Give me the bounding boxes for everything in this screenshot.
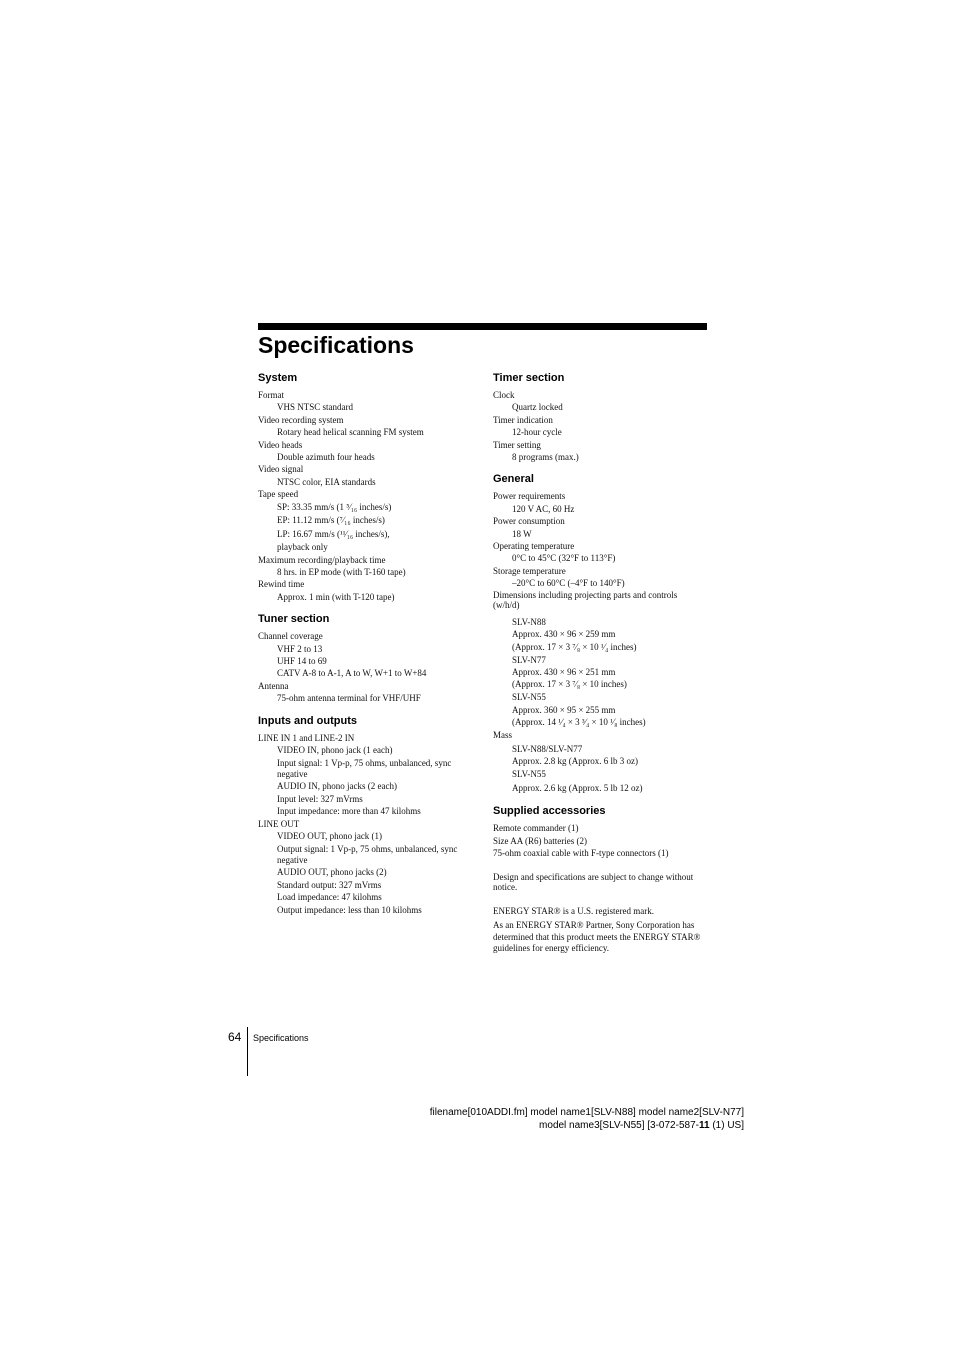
energy-star-note: ENERGY STAR® is a U.S. registered mark. bbox=[493, 905, 655, 916]
spec-label: Timer indication bbox=[493, 414, 553, 425]
spec-value: Quartz locked bbox=[512, 402, 563, 413]
spec-label: Maximum recording/playback time bbox=[258, 554, 386, 565]
spec-value: (Approx. 17 × 3 ⁷⁄₈ × 10 inches) bbox=[512, 679, 627, 690]
right-column bbox=[493, 371, 709, 955]
spec-label: Timer setting bbox=[493, 439, 541, 450]
spec-value: (Approx. 14 ¹⁄₄ × 3 ³⁄₄ × 10 ¹⁄₈ inches) bbox=[512, 717, 646, 728]
spec-value: SLV-N88/SLV-N77 bbox=[512, 743, 583, 754]
spec-label: LINE IN 1 and LINE-2 IN bbox=[258, 732, 355, 743]
spec-label: Video heads bbox=[258, 439, 303, 450]
system-heading: System bbox=[258, 372, 298, 384]
footer-section-label: Specifications bbox=[253, 1033, 309, 1043]
filename-line-2 bbox=[430, 1119, 744, 1132]
spec-value: VIDEO IN, phono jack (1 each) bbox=[277, 745, 393, 756]
spec-label: LINE OUT bbox=[258, 818, 300, 829]
spec-value: Load impedance: 47 kilohms bbox=[277, 892, 382, 903]
spec-label: Clock bbox=[493, 390, 515, 400]
spec-value: SLV-N55 bbox=[512, 769, 546, 780]
accessory-item: Size AA (R6) batteries (2) bbox=[493, 835, 587, 846]
page-title: Specifications bbox=[258, 332, 414, 358]
spec-label: Power consumption bbox=[493, 516, 565, 527]
spec-value: Approx. 430 × 96 × 259 mm bbox=[512, 629, 616, 640]
spec-value: SLV-N77 bbox=[512, 654, 546, 665]
spec-value: VHF 2 to 13 bbox=[277, 643, 323, 654]
spec-value: Input signal: 1 Vp-p, 75 ohms, unbalanced, sync negative bbox=[277, 758, 452, 779]
spec-value: Standard output: 327 mVrms bbox=[277, 879, 382, 890]
filename-line-2-start: model name3[SLV-N55] [3-072-587- bbox=[539, 1120, 699, 1131]
spec-value: Output impedance: less than 10 kilohms bbox=[277, 904, 422, 915]
spec-value: VIDEO OUT, phono jack (1) bbox=[277, 831, 383, 842]
general-heading: General bbox=[493, 473, 534, 486]
spec-value: 18 W bbox=[512, 528, 532, 539]
spec-label: Tape speed bbox=[258, 489, 299, 500]
spec-value: Approx. 2.8 kg (Approx. 6 lb 3 oz) bbox=[512, 755, 638, 766]
spec-value: –20°C to 60°C (–4°F to 140°F) bbox=[512, 578, 625, 589]
spec-value: VHS NTSC standard bbox=[277, 402, 353, 413]
accessories-heading: Supplied accessories bbox=[493, 805, 606, 818]
spec-value: NTSC color, EIA standards bbox=[277, 476, 376, 487]
energy-star-partner-note: As an ENERGY STAR® Partner, Sony Corporation has determined that this product meets the ENERGY STAR® guidelines for energy efficiency. bbox=[493, 920, 701, 954]
accessory-item: Remote commander (1) bbox=[493, 823, 579, 834]
spec-value: (Approx. 17 × 3 ⁷⁄₈ × 10 ¹⁄₄ inches) bbox=[512, 641, 637, 652]
spec-label: Video signal bbox=[258, 464, 304, 475]
spec-value: SLV-N88 bbox=[512, 616, 546, 627]
spec-label: Video recording system bbox=[258, 414, 344, 425]
tuner-heading: Tuner section bbox=[258, 613, 330, 626]
spec-value: Approx. 430 × 96 × 251 mm bbox=[512, 666, 616, 677]
spec-label: Storage temperature bbox=[493, 565, 566, 576]
timer-heading: Timer section bbox=[493, 372, 565, 384]
design-note: Design and specifications are subject to change without notice. bbox=[493, 871, 694, 893]
spec-label: Rewind time bbox=[258, 579, 305, 590]
spec-value: 12-hour cycle bbox=[512, 427, 562, 438]
page-number: 64 bbox=[228, 1030, 242, 1044]
spec-value: SLV-N55 bbox=[512, 692, 546, 703]
spec-value: AUDIO OUT, phono jacks (2) bbox=[277, 867, 387, 878]
spec-value: EP: 11.12 mm/s (⁷⁄₁₆ inches/s) bbox=[277, 515, 385, 526]
spec-value: Input impedance: more than 47 kilohms bbox=[277, 806, 421, 817]
spec-value: 8 programs (max.) bbox=[512, 452, 579, 463]
spec-value: Rotary head helical scanning FM system bbox=[277, 427, 424, 438]
spec-value: Approx. 1 min (with T-120 tape) bbox=[277, 591, 395, 602]
io-heading: Inputs and outputs bbox=[258, 714, 357, 727]
spec-value: LP: 16.67 mm/s (¹¹⁄₁₆ inches/s), bbox=[277, 528, 390, 539]
spec-value: 120 V AC, 60 Hz bbox=[512, 503, 575, 514]
filename-line-1: filename[010ADDI.fm] model name1[SLV-N88] model name2[SLV-N77] bbox=[429, 1107, 744, 1118]
spec-value: Output signal: 1 Vp-p, 75 ohms, unbalanced, sync negative bbox=[277, 844, 458, 865]
spec-value: Input level: 327 mVrms bbox=[277, 793, 363, 804]
spec-value: Approx. 2.6 kg (Approx. 5 lb 12 oz) bbox=[512, 782, 643, 793]
spec-value: CATV A-8 to A-1, A to W, W+1 to W+84 bbox=[277, 668, 427, 679]
title-rule bbox=[258, 323, 707, 330]
left-column bbox=[258, 371, 468, 916]
filename-info bbox=[430, 1106, 744, 1132]
spec-value: playback only bbox=[277, 542, 328, 553]
filename-line-2-end: (1) US] bbox=[709, 1120, 744, 1131]
filename-line-2-bold: 11 bbox=[698, 1120, 710, 1131]
spec-value: 75-ohm antenna terminal for VHF/UHF bbox=[277, 693, 421, 704]
spec-value: Double azimuth four heads bbox=[277, 452, 375, 463]
spec-value: 0°C to 45°C (32°F to 113°F) bbox=[512, 553, 616, 564]
spec-label: Dimensions including projecting parts and controls (w/h/d) bbox=[493, 589, 678, 611]
spec-value: UHF 14 to 69 bbox=[277, 656, 327, 666]
spec-value: SP: 33.35 mm/s (1 ⁵⁄₁₆ inches/s) bbox=[277, 501, 392, 512]
spec-label: Channel coverage bbox=[258, 631, 323, 642]
spec-label: Format bbox=[258, 390, 284, 400]
spec-value: Approx. 360 × 95 × 255 mm bbox=[512, 704, 616, 715]
spec-value: AUDIO IN, phono jacks (2 each) bbox=[277, 781, 397, 792]
spec-label: Operating temperature bbox=[493, 541, 575, 552]
spec-value: 8 hrs. in EP mode (with T-160 tape) bbox=[277, 566, 406, 577]
spec-label: Antenna bbox=[258, 680, 289, 691]
spec-label: Power requirements bbox=[493, 491, 566, 502]
footer-divider bbox=[247, 1027, 248, 1076]
spec-label: Mass bbox=[493, 730, 513, 741]
accessory-item: 75-ohm coaxial cable with F-type connectors (1) bbox=[493, 848, 669, 859]
